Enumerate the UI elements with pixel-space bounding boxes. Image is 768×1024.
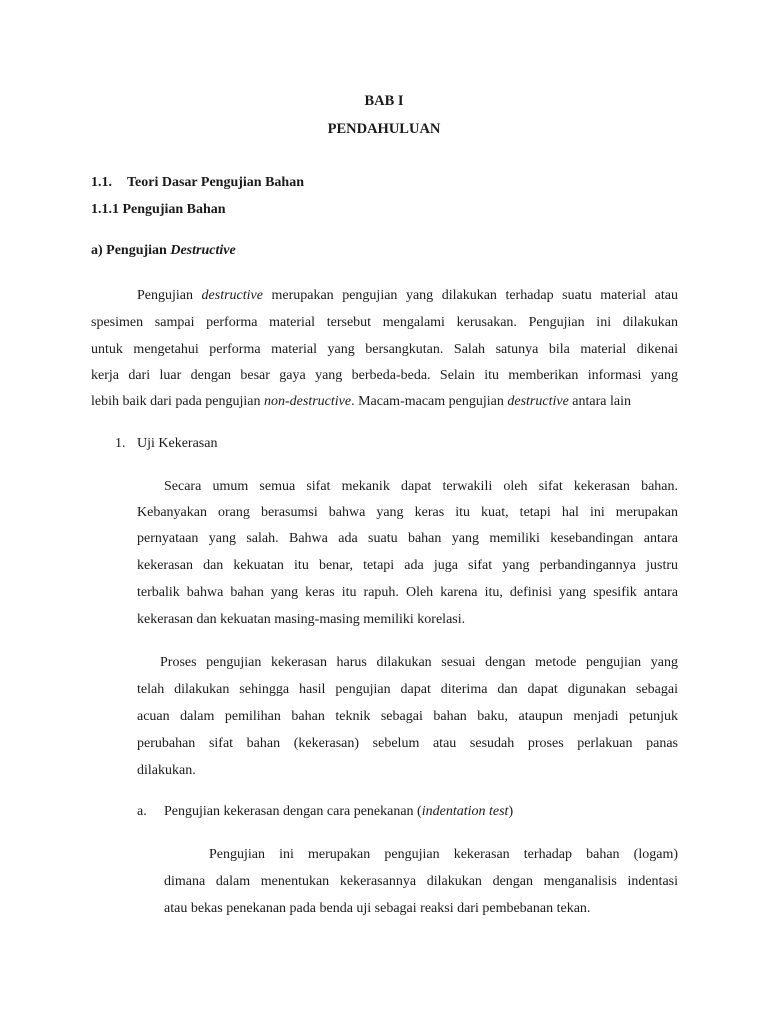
subheading: a) Pengujian Destructive	[91, 243, 236, 258]
para4-line-2: dimana dalam menentukan kekerasannya dilakukan dengan menganalisis indentasi	[164, 874, 678, 889]
intro-line-5: lebih baik dari pada pengujian non-destructive. Macam-macam pengujian destructive antara lain	[91, 394, 631, 409]
intro-line-3: untuk mengetahui performa material yang bersangkutan. Salah satunya bila material dikenai	[91, 342, 678, 357]
chapter-title: PENDAHULUAN	[327, 121, 441, 137]
para2-line-1: Secara umum semua sifat mekanik dapat terwakili oleh sifat kekerasan bahan.	[164, 479, 678, 494]
para3-line-4: perubahan sifat bahan (kekerasan) sebelum atau sesudah proses perlakuan panas	[137, 736, 678, 751]
para2-line-2: Kebanyakan orang berasumsi bahwa yang keras itu kuat, tetapi hal ini merupakan	[137, 505, 678, 520]
para2-line-3: pernyataan yang salah. Bahwa ada suatu bahan yang memiliki kesebandingan antara	[137, 531, 678, 546]
subsection-title: 1.1.1 Pengujian Bahan	[91, 202, 226, 217]
section-number: 1.1.	[91, 175, 112, 190]
para3-line-2: telah dilakukan sehingga hasil pengujian dapat diterima dan dapat digunakan sebagai	[137, 682, 678, 697]
intro-line-2: spesimen sampai performa material tersebut mengalami kerusakan. Pengujian ini dilakukan	[91, 315, 678, 330]
chapter-number: BAB I	[364, 93, 404, 109]
section-title: Teori Dasar Pengujian Bahan	[127, 175, 304, 190]
para2-line-6: kekerasan dan kekuatan masing-masing memiliki korelasi.	[137, 612, 466, 627]
para3-line-1: Proses pengujian kekerasan harus dilakukan sesuai dengan metode pengujian yang	[160, 655, 678, 670]
para3-line-3: acuan dalam pemilihan bahan teknik sebagai bahan baku, ataupun menjadi petunjuk	[137, 709, 678, 724]
intro-line-1: Pengujian destructive merupakan pengujian yang dilakukan terhadap suatu material atau	[137, 288, 678, 303]
para3-line-5: dilakukan.	[137, 763, 196, 778]
para4-line-3: atau bekas penekanan pada benda uji sebagai reaksi dari pembebanan tekan.	[164, 901, 591, 916]
subheading-emphasis: Destructive	[170, 243, 236, 258]
sub-item-text: Pengujian kekerasan dengan cara penekanan (indentation test)	[164, 804, 514, 819]
sub-item-letter: a.	[137, 804, 147, 819]
intro-line-4: kerja dari luar dengan besar gaya yang berbeda-beda. Selain itu memberikan informasi yang	[91, 368, 678, 383]
para4-line-1: Pengujian ini merupakan pengujian kekerasan terhadap bahan (logam)	[209, 847, 678, 862]
para2-line-4: kekerasan dan kekuatan itu benar, tetapi ada juga sifat yang perbandingannya justru	[137, 558, 678, 573]
list-item-label: Uji Kekerasan	[137, 436, 218, 451]
para2-line-5: terbalik bahwa bahan yang keras itu rapuh. Oleh karena itu, definisi yang spesifik antara	[137, 585, 678, 600]
list-item-number: 1.	[115, 436, 126, 451]
